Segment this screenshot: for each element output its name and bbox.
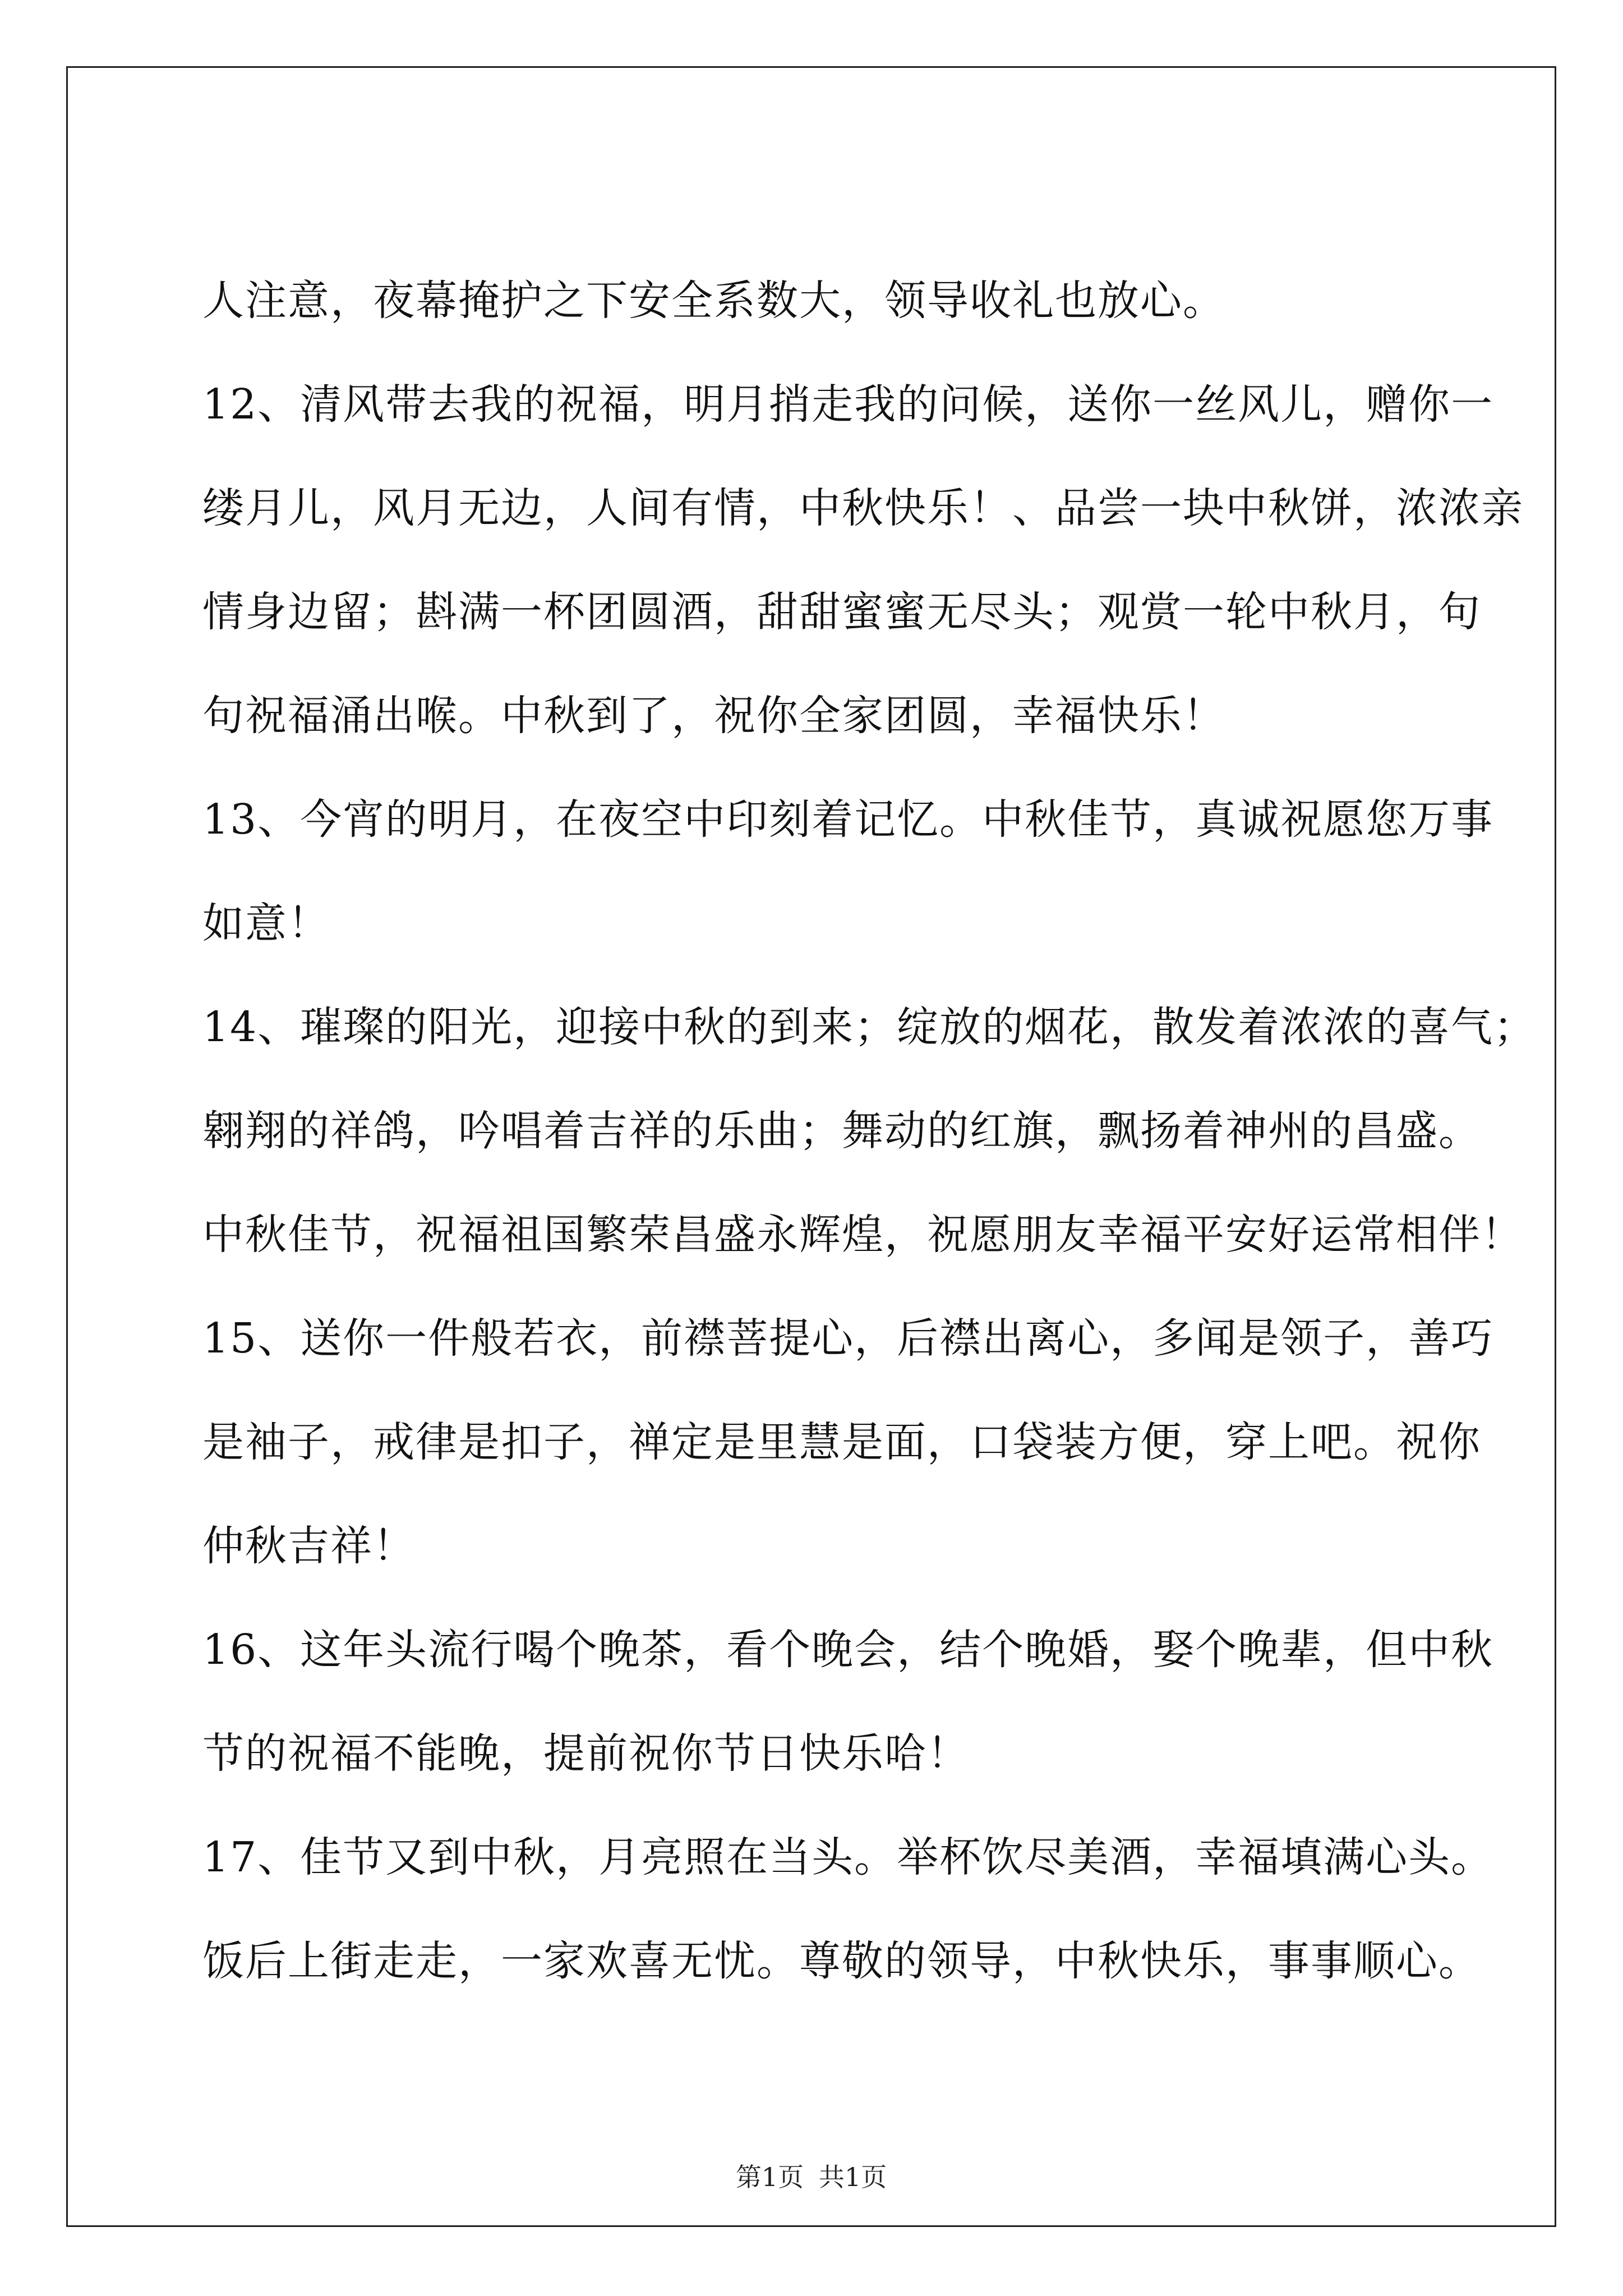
page-footer [68, 2160, 1555, 2194]
text-line: 是袖子，戒律是扣子，禅定是里慧是面，口袋装方便，穿上吧。祝你 [202, 1418, 1481, 1466]
text-line: 12、清风带去我的祝福，明月捎走我的问候，送你一丝风儿，赠你一 [202, 380, 1494, 429]
text-line: 饭后上街走走，一家欢喜无忧。尊敬的领导，中秋快乐，事事顺心。 [202, 1937, 1481, 1985]
text-line: 17、佳节又到中秋，月亮照在当头。举杯饮尽美酒，幸福填满心头。 [202, 1833, 1494, 1881]
page-number: 第1页 [735, 2162, 804, 2192]
page-total: 共1页 [818, 2162, 887, 2192]
text-line: 句祝福涌出喉。中秋到了，祝你全家团圆，幸福快乐！ [202, 692, 1225, 740]
text-line: 人注意，夜幕掩护之下安全系数大，领导收礼也放心。 [202, 277, 1225, 325]
text-line: 中秋佳节，祝福祖国繁荣昌盛永辉煌，祝愿朋友幸福平安好运常相伴！ [202, 1211, 1524, 1259]
text-line: 仲秋吉祥！ [202, 1522, 416, 1570]
text-line: 情身边留；斟满一杯团圆酒，甜甜蜜蜜无尽头；观赏一轮中秋月，句 [202, 588, 1481, 636]
text-line: 15、送你一件般若衣，前襟菩提心，后襟出离心，多闻是领子，善巧 [202, 1314, 1494, 1363]
text-line: 如意！ [202, 899, 330, 947]
text-line: 13、今宵的明月，在夜空中印刻着记忆。中秋佳节，真诚祝愿您万事 [202, 795, 1494, 844]
text-line: 16、这年头流行喝个晚茶，看个晚会，结个晚婚，娶个晚辈，但中秋 [202, 1626, 1494, 1674]
text-line: 14、璀璨的阳光，迎接中秋的到来；绽放的烟花，散发着浓浓的喜气； [202, 1003, 1537, 1051]
text-line: 翱翔的祥鸽，吟唱着吉祥的乐曲；舞动的红旗，飘扬着神州的昌盛。 [202, 1107, 1481, 1155]
text-line: 节的祝福不能晚，提前祝你节日快乐哈！ [202, 1729, 970, 1778]
page-frame [66, 66, 1556, 2227]
text-line: 缕月儿，风月无边，人间有情，中秋快乐！、品尝一块中秋饼，浓浓亲 [202, 484, 1524, 532]
